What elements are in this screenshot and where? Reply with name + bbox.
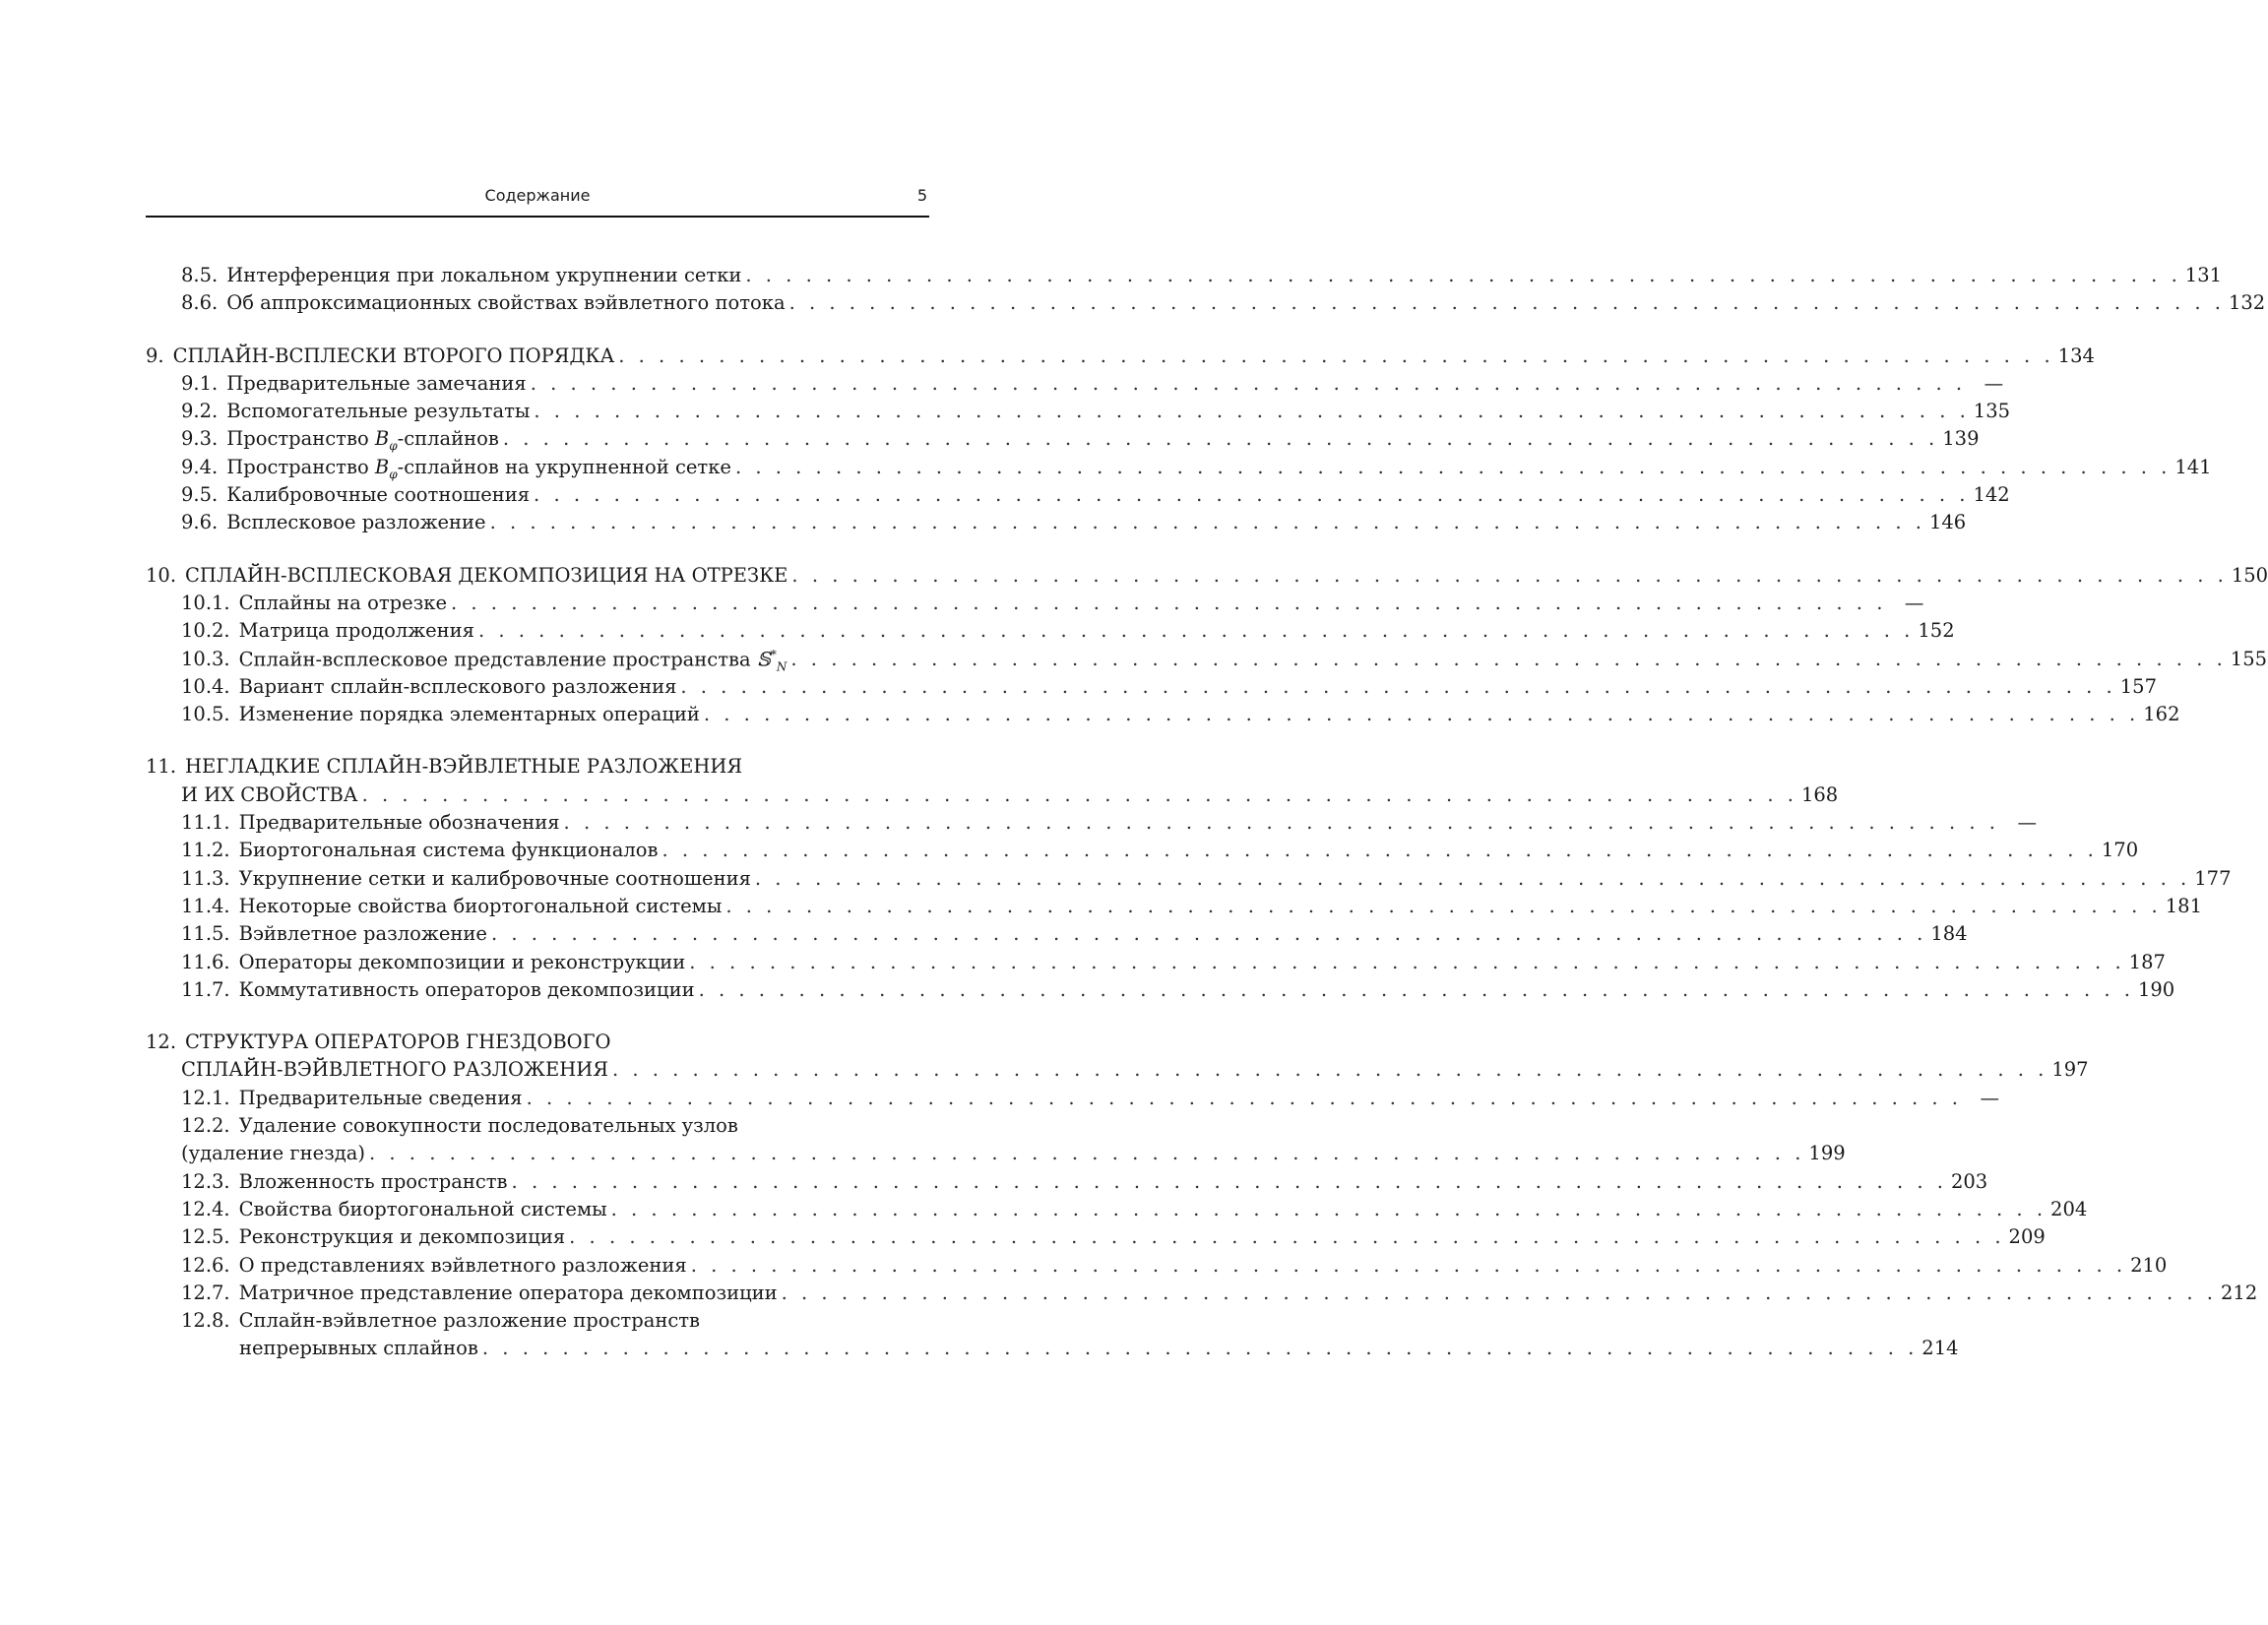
entry-label: Операторы декомпозиции и реконструкции xyxy=(238,950,686,973)
chapter-number: 10. xyxy=(146,563,177,587)
math-subscript: φ xyxy=(389,439,398,454)
entry-label: Реконструкция и декомпозиция xyxy=(238,1225,566,1249)
leader-dots: . . . . . . . . . . . . . . . . . . . . . . . . . . . . . . . . . . . . . . . . . . . . . . . . . . . . . . . . . . . . . . . . . . . . . . . . xyxy=(754,866,2191,890)
toc-entry[interactable] xyxy=(146,703,2180,730)
label-text: -сплайнов на укрупненной сетке xyxy=(397,455,731,478)
leader-dots: . . . . . . . . . . . . . . . . . . . . . . . . . . . . . . . . . . . . . . . . . . . . . . . . . . . . . . . . . . . . . . . . . . . . . . . . xyxy=(618,344,2054,367)
toc-entry[interactable] xyxy=(146,400,2011,427)
entry-label: Предварительные замечания xyxy=(226,371,527,395)
label-text: Пространство xyxy=(226,455,375,478)
entry-label: Сплайны на отрезке xyxy=(238,591,448,614)
entry-number: 11.1. xyxy=(181,811,230,835)
entry-number: 10.2. xyxy=(181,619,230,643)
entry-number: 12.8. xyxy=(181,1309,230,1333)
entry-label: Предварительные сведения xyxy=(238,1086,523,1109)
chapter-heading[interactable] xyxy=(146,755,929,782)
entry-number: 9.3. xyxy=(181,427,219,451)
running-header xyxy=(146,180,929,218)
entry-label: Биортогональная система функционалов xyxy=(238,839,659,862)
math-symbol: B xyxy=(374,455,390,478)
entry-label: Калибровочные соотношения xyxy=(226,483,531,507)
leader-dots: . . . . . . . . . . . . . . . . . . . . . . . . . . . . . . . . . . . . . . . . . . . . . . . . . . . . . . . . . . . . . . . . . . . . . . . . xyxy=(680,674,2116,698)
math-symbol: B xyxy=(374,427,390,451)
entry-number: 10.1. xyxy=(181,591,230,614)
toc-entry[interactable] xyxy=(146,291,2266,319)
chapter-number: 11. xyxy=(146,755,177,779)
entry-label: О представлениях вэйвлетного разложения xyxy=(238,1253,687,1277)
leader-dots: . . . . . . . . . . . . . . . . . . . . . . . . . . . . . . . . . . . . . . . . . . . . . . . . . . . . . . . . . . . . . . . . . . . . . . . . xyxy=(610,1197,2048,1220)
toc-entry[interactable] xyxy=(146,894,2202,922)
chapter-page: 134 xyxy=(2057,344,2095,367)
chapter-11 xyxy=(146,755,2232,1006)
label-text: -сплайнов xyxy=(397,427,499,451)
entry-label: Вэйвлетное разложение xyxy=(238,922,487,946)
entry-label: Матричное представление оператора декомпозиции xyxy=(238,1281,778,1304)
math-symbol: 𝕊 xyxy=(756,648,771,671)
entry-label-continued: (удаление гнезда) xyxy=(181,1142,366,1165)
entry-page: 139 xyxy=(1942,427,1980,451)
chapter-heading[interactable] xyxy=(146,563,2268,592)
toc-entry[interactable] xyxy=(146,1253,2168,1281)
entry-page: 181 xyxy=(2165,894,2202,917)
toc-entry[interactable] xyxy=(146,591,1924,619)
entry-number: 8.6. xyxy=(181,291,219,315)
entry-label xyxy=(226,427,499,453)
entry-label: Всплесковое разложение xyxy=(226,511,486,534)
entry-page: 187 xyxy=(2128,950,2166,973)
leader-dots: . . . . . . . . . . . . . . . . . . . . . . . . . . . . . . . . . . . . . . . . . . . . . . . . . . . . . . . . . . . . . . . . . . . . . . . . xyxy=(361,782,1797,806)
toc-entry[interactable] xyxy=(146,511,1967,538)
leader-dots: . . . . . . . . . . . . . . . . . . . . . . . . . . . . . . . . . . . . . . . . . . . . . . . . . . . . . . . . . . . . . . . . . . . . . . . . xyxy=(451,591,1887,614)
label-text: Пространство xyxy=(226,427,375,451)
leader-dots: . . . . . . . . . . . . . . . . . . . . . . . . . . . . . . . . . . . . . . . . . . . . . . . . . . . . . . . . . . . . . . . . . . . . . . . . xyxy=(689,950,2125,973)
leader-dots: . . . . . . . . . . . . . . . . . . . . . . . . . . . . . . . . . . . . . . . . . . . . . . . . . . . . . . . . . . . . . . . . . . . . . . . . xyxy=(781,1281,2218,1304)
leader-dots: . . . . . . . . . . . . . . . . . . . . . . . . . . . . . . . . . . . . . . . . . . . . . . . . . . . . . . . . . . . . . . . . . . . . . . . . xyxy=(734,455,2172,478)
entry-number: 10.3. xyxy=(181,648,230,671)
chapter-title: СТРУКТУРА ОПЕРАТОРОВ ГНЕЗДОВОГО xyxy=(185,1031,611,1054)
entry-number: 9.5. xyxy=(181,483,219,507)
entry-page: 177 xyxy=(2194,866,2232,890)
chapter-12 xyxy=(146,1031,2258,1365)
entry-number: 10.4. xyxy=(181,674,230,698)
chapter-number: 12. xyxy=(146,1031,177,1054)
entry-number: 9.2. xyxy=(181,400,219,423)
entry-label-continued: непрерывных сплайнов xyxy=(239,1337,478,1360)
entry-page: 170 xyxy=(2101,839,2139,862)
leader-dots: . . . . . . . . . . . . . . . . . . . . . . . . . . . . . . . . . . . . . . . . . . . . . . . . . . . . . . . . . . . . . . . . . . . . . . . . xyxy=(690,1253,2127,1277)
entry-label: Укрупнение сетки и калибровочные соотношения xyxy=(238,866,751,890)
entry-number: 11.2. xyxy=(181,839,230,862)
entry-label: Коммутативность операторов декомпозиции xyxy=(238,977,695,1001)
leader-dots: . . . . . . . . . . . . . . . . . . . . . . . . . . . . . . . . . . . . . . . . . . . . . . . . . . . . . . . . . . . . . . . . . . . . . . . . xyxy=(791,563,2228,587)
chapter-title: НЕГЛАДКИЕ СПЛАЙН-ВЭЙВЛЕТНЫЕ РАЗЛОЖЕНИЯ xyxy=(185,755,743,779)
entry-number: 12.2. xyxy=(181,1114,230,1138)
math-subscript: N xyxy=(776,658,788,673)
entry-number: 8.5. xyxy=(181,264,219,286)
chapter-title-continued: СПЛАЙН-ВЭЙВЛЕТНОГО РАЗЛОЖЕНИЯ xyxy=(181,1058,608,1082)
entry-label: Матрица продолжения xyxy=(238,619,474,643)
leader-dots: . . . . . . . . . . . . . . . . . . . . . . . . . . . . . . . . . . . . . . . . . . . . . . . . . . . . . . . . . . . . . . . . . . . . . . . . xyxy=(662,839,2098,862)
toc-entry[interactable] xyxy=(146,977,2175,1006)
entry-page: 184 xyxy=(1930,922,1968,946)
leader-dots: . . . . . . . . . . . . . . . . . . . . . . . . . . . . . . . . . . . . . . . . . . . . . . . . . . . . . . . . . . . . . . . . . . . . . . . . xyxy=(563,811,1999,835)
leader-dots: . . . . . . . . . . . . . . . . . . . . . . . . . . . . . . . . . . . . . . . . . . . . . . . . . . . . . . . . . . . . . . . . . . . . . . . . xyxy=(502,427,1939,451)
entry-page: 132 xyxy=(2228,291,2266,315)
leader-dots: . . . . . . . . . . . . . . . . . . . . . . . . . . . . . . . . . . . . . . . . . . . . . . . . . . . . . . . . . . . . . . . . . . . . . . . . xyxy=(788,291,2225,315)
entry-number: 10.5. xyxy=(181,703,230,726)
leader-dots: . . . . . . . . . . . . . . . . . . . . . . . . . . . . . . . . . . . . . . . . . . . . . . . . . . . . . . . . . . . . . . . . . . . . . . . . xyxy=(477,619,1915,643)
entry-number: 12.3. xyxy=(181,1169,230,1193)
entry-page: 212 xyxy=(2221,1281,2258,1304)
leader-dots: . . . . . . . . . . . . . . . . . . . . . . . . . . . . . . . . . . . . . . . . . . . . . . . . . . . . . . . . . . . . . . . . . . . . . . . . xyxy=(489,511,1925,534)
chapter-heading-continued[interactable] xyxy=(146,782,1839,811)
leader-dots: . . . . . . . . . . . . . . . . . . . . . . . . . . . . . . . . . . . . . . . . . . . . . . . . . . . . . . . . . . . . . . . . . . . . . . . . xyxy=(530,371,1967,395)
entry-page: 141 xyxy=(2174,455,2212,478)
leader-dots: . . . . . . . . . . . . . . . . . . . . . . . . . . . . . . . . . . . . . . . . . . . . . . . . . . . . . . . . . . . . . . . . . . . . . . . . xyxy=(569,1225,2005,1249)
chapter-title: СПЛАЙН-ВСПЛЕСКОВАЯ ДЕКОМПОЗИЦИЯ НА ОТРЕЗКЕ xyxy=(185,563,788,587)
toc-entry[interactable] xyxy=(146,371,2004,400)
entry-number: 9.1. xyxy=(181,371,219,395)
entry-number: 9.4. xyxy=(181,455,219,478)
leader-dots: . . . . . . . . . . . . . . . . . . . . . . . . . . . . . . . . . . . . . . . . . . . . . . . . . . . . . . . . . . . . . . . . . . . . . . . . xyxy=(698,977,2134,1001)
chapter-9 xyxy=(146,344,2212,539)
entry-label: Некоторые свойства биортогональной системы xyxy=(238,894,723,917)
toc-entry[interactable] xyxy=(146,866,2232,895)
toc-entry[interactable] xyxy=(146,811,2037,839)
entry-page: 199 xyxy=(1808,1142,1846,1165)
label-text: Сплайн-всплесковое представление пространства xyxy=(238,648,757,671)
entry-page: 210 xyxy=(2130,1253,2168,1277)
toc-entry-continued[interactable] xyxy=(146,1337,1959,1364)
entry-label: Вложенность пространств xyxy=(238,1169,508,1193)
chapter-10 xyxy=(146,563,2268,731)
leader-dots: . . . . . . . . . . . . . . . . . . . . . . . . . . . . . . . . . . . . . . . . . . . . . . . . . . . . . . . . . . . . . . . . . . . . . . . . xyxy=(745,264,2181,286)
entry-number: 12.6. xyxy=(181,1253,230,1277)
entry-label: Интерференция при локальном укрупнении сетки xyxy=(226,264,742,286)
toc-entry[interactable] xyxy=(146,1169,1988,1198)
leader-dots: . . . . . . . . . . . . . . . . . . . . . . . . . . . . . . . . . . . . . . . . . . . . . . . . . . . . . . . . . . . . . . . . . . . . . . . . xyxy=(490,922,1927,946)
leader-dots: . . . . . . . . . . . . . . . . . . . . . . . . . . . . . . . . . . . . . . . . . . . . . . . . . . . . . . . . . . . . . . . . . . . . . . . . xyxy=(526,1086,1963,1109)
entry-page: 214 xyxy=(1922,1337,1959,1360)
leader-dots: . . . . . . . . . . . . . . . . . . . . . . . . . . . . . . . . . . . . . . . . . . . . . . . . . . . . . . . . . . . . . . . . . . . . . . . . xyxy=(511,1169,1947,1193)
entry-number: 12.7. xyxy=(181,1281,230,1304)
toc-entry[interactable] xyxy=(146,647,2268,675)
toc-entry[interactable] xyxy=(146,1281,2258,1309)
leader-dots: . . . . . . . . . . . . . . . . . . . . . . . . . . . . . . . . . . . . . . . . . . . . . . . . . . . . . . . . . . . . . . . . . . . . . . . . xyxy=(611,1058,2048,1082)
toc-entry[interactable] xyxy=(146,674,2157,703)
leader-dots: . . . . . . . . . . . . . . . . . . . . . . . . . . . . . . . . . . . . . . . . . . . . . . . . . . . . . . . . . . . . . . . . . . . . . . . . xyxy=(534,483,1970,507)
entry-page-dash: — xyxy=(1904,591,1924,614)
math-subscript: φ xyxy=(389,467,398,481)
leader-dots: . . . . . . . . . . . . . . . . . . . . . . . . . . . . . . . . . . . . . . . . . . . . . . . . . . . . . . . . . . . . . . . . . . . . . . . . xyxy=(703,703,2140,726)
leader-dots: . . . . . . . . . . . . . . . . . . . . . . . . . . . . . . . . . . . . . . . . . . . . . . . . . . . . . . . . . . . . . . . . . . . . . . . . xyxy=(534,400,1970,423)
entry-page-dash: — xyxy=(1984,371,2004,395)
toc-entry[interactable] xyxy=(146,483,2010,511)
entry-label: Удаление совокупности последовательных узлов xyxy=(238,1114,738,1138)
chapter-heading[interactable] xyxy=(146,1031,929,1058)
entry-page: 135 xyxy=(1973,400,2011,423)
chapter-page: 197 xyxy=(2051,1058,2089,1082)
chapter-page: 150 xyxy=(2231,563,2268,587)
header-title: Содержание xyxy=(484,186,591,205)
chapter-title-continued: И ИХ СВОЙСТВА xyxy=(181,782,358,806)
entry-label: Вспомогательные результаты xyxy=(226,400,531,423)
entry-number: 11.7. xyxy=(181,977,230,1001)
entry-number: 12.5. xyxy=(181,1225,230,1249)
chapter-number: 9. xyxy=(146,344,164,367)
header-page-number: 5 xyxy=(916,186,927,205)
entry-page: 131 xyxy=(2184,264,2223,286)
entry-number: 11.5. xyxy=(181,922,230,946)
chapter-page: 168 xyxy=(1800,782,1839,806)
entry-label xyxy=(226,456,731,481)
entry-number: 12.1. xyxy=(181,1086,230,1109)
entry-page: 157 xyxy=(2119,674,2157,698)
toc-entry[interactable] xyxy=(146,950,2166,978)
table-of-contents xyxy=(146,264,2268,1365)
entry-label: Свойства биортогональной системы xyxy=(238,1197,607,1220)
toc-entry[interactable] xyxy=(146,1114,929,1142)
leader-dots: . . . . . . . . . . . . . . . . . . . . . . . . . . . . . . . . . . . . . . . . . . . . . . . . . . . . . . . . . . . . . . . . . . . . . . . . xyxy=(369,1142,1805,1165)
entry-page: 155 xyxy=(2230,648,2268,671)
entry-page-dash: — xyxy=(2017,811,2037,835)
entry-number: 11.3. xyxy=(181,866,230,890)
entry-page: 146 xyxy=(1928,511,1967,534)
chapter-heading-continued[interactable] xyxy=(146,1058,2089,1086)
toc-entry[interactable] xyxy=(146,922,1968,950)
entry-label: Вариант сплайн-всплескового разложения xyxy=(238,674,677,698)
toc-entry[interactable] xyxy=(146,1086,2000,1114)
entry-number: 9.6. xyxy=(181,511,219,534)
entry-number: 12.4. xyxy=(181,1197,230,1220)
entry-label: Об аппроксимационных свойствах вэйвлетного потока xyxy=(226,291,786,315)
leader-dots: . . . . . . . . . . . . . . . . . . . . . . . . . . . . . . . . . . . . . . . . . . . . . . . . . . . . . . . . . . . . . . . . . . . . . . . . xyxy=(790,648,2227,671)
entry-number: 11.4. xyxy=(181,894,230,917)
toc-entry[interactable] xyxy=(146,839,2139,866)
entry-label xyxy=(239,648,788,673)
chapter-title: СПЛАЙН-ВСПЛЕСКИ ВТОРОГО ПОРЯДКА xyxy=(172,344,615,367)
toc-entry[interactable] xyxy=(146,1225,2046,1253)
entry-page-dash: — xyxy=(1980,1086,2000,1109)
entry-page: 142 xyxy=(1973,483,2010,507)
entry-number: 11.6. xyxy=(181,950,230,973)
toc-entry[interactable] xyxy=(146,1309,929,1337)
toc-entry[interactable] xyxy=(146,455,2212,483)
leader-dots: . . . . . . . . . . . . . . . . . . . . . . . . . . . . . . . . . . . . . . . . . . . . . . . . . . . . . . . . . . . . . . . . . . . . . . . . xyxy=(481,1337,1919,1360)
toc-entry-continued[interactable] xyxy=(146,1142,1846,1169)
entry-page: 162 xyxy=(2143,703,2180,726)
entry-label: Сплайн-вэйвлетное разложение пространств xyxy=(238,1309,701,1333)
entry-label: Изменение порядка элементарных операций xyxy=(238,703,700,726)
toc-entry[interactable] xyxy=(146,619,1955,647)
toc-entry[interactable] xyxy=(146,427,1980,455)
entry-page: 152 xyxy=(1918,619,1955,643)
entry-page: 204 xyxy=(2050,1197,2088,1220)
entry-page: 203 xyxy=(1950,1169,1988,1193)
entry-label: Предварительные обозначения xyxy=(238,811,560,835)
entry-page: 209 xyxy=(2008,1225,2046,1249)
toc-entry[interactable] xyxy=(146,264,2223,291)
leader-dots: . . . . . . . . . . . . . . . . . . . . . . . . . . . . . . . . . . . . . . . . . . . . . . . . . . . . . . . . . . . . . . . . . . . . . . . . xyxy=(725,894,2162,917)
math-superscript: * xyxy=(770,647,777,661)
toc-entry[interactable] xyxy=(146,1197,2088,1225)
chapter-heading[interactable] xyxy=(146,344,2095,372)
entry-page: 190 xyxy=(2137,977,2175,1001)
